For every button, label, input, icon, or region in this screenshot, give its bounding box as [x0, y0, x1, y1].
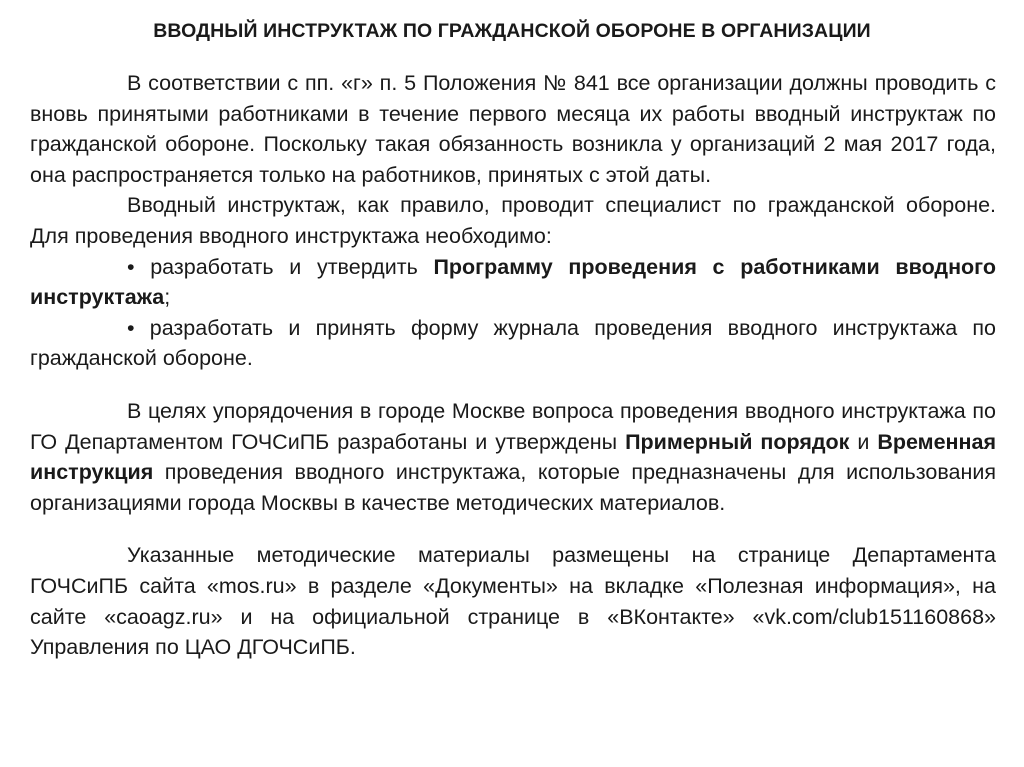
paragraph-moscow-text-2: и — [849, 429, 878, 454]
paragraph-intro: В соответствии с пп. «г» п. 5 Положения № 841 все организации должны проводить с вновь принятыми работниками в течение первого месяца их работы вводный инструктаж по гражданской обороне. Поскольку такая обязанность возникла у организаций 2 мая 2017 года, она распространяется только на работников, принятых с этой даты. — [30, 71, 996, 187]
bullet-journal: • разработать и принять форму журнала проведения вводного инструктажа по гражданской обороне. — [30, 315, 996, 371]
paragraph-moscow-bold-2: Временная инструкция — [30, 429, 996, 485]
bullet-program-bold: Программу проведения с работниками вводного инструктажа — [30, 254, 996, 310]
paragraph-materials: Указанные методические материалы размещены на странице Департамента ГОЧСиПБ сайта «mos.ru» в разделе «Документы» на вкладке «Полезная информация», на сайте «caoagz.ru» и на официальной странице в «ВКонтакте» «vk.com/club151160868» Управления по ЦАО ДГОЧСиПБ. — [30, 543, 996, 660]
bullet-program-prefix: • разработать и утвердить — [127, 254, 434, 279]
bullet-program-suffix: ; — [164, 285, 171, 310]
slide-body — [30, 68, 996, 663]
paragraph-instructor: Вводный инструктаж, как правило, проводит специалист по гражданской обороне. Для проведения вводного инструктажа необходимо: — [30, 193, 996, 248]
paragraph-moscow-text-3: проведения вводного инструктажа, которые предназначены для использования организациями города Москвы в качестве методических материалов. — [30, 460, 996, 515]
paragraph-moscow-text-1: В целях упорядочения в городе Москве вопроса проведения вводного инструктажа по ГО Департаментом ГОЧСиПБ разработаны и утверждены — [30, 398, 996, 454]
bullet-program — [30, 252, 996, 313]
page-title: ВВОДНЫЙ ИНСТРУКТАЖ ПО ГРАЖДАНСКОЙ ОБОРОНЕ В ОРГАНИЗАЦИИ — [153, 20, 871, 42]
paragraph-moscow — [30, 396, 996, 518]
paragraph-moscow-bold-1: Примерный порядок — [625, 429, 850, 454]
